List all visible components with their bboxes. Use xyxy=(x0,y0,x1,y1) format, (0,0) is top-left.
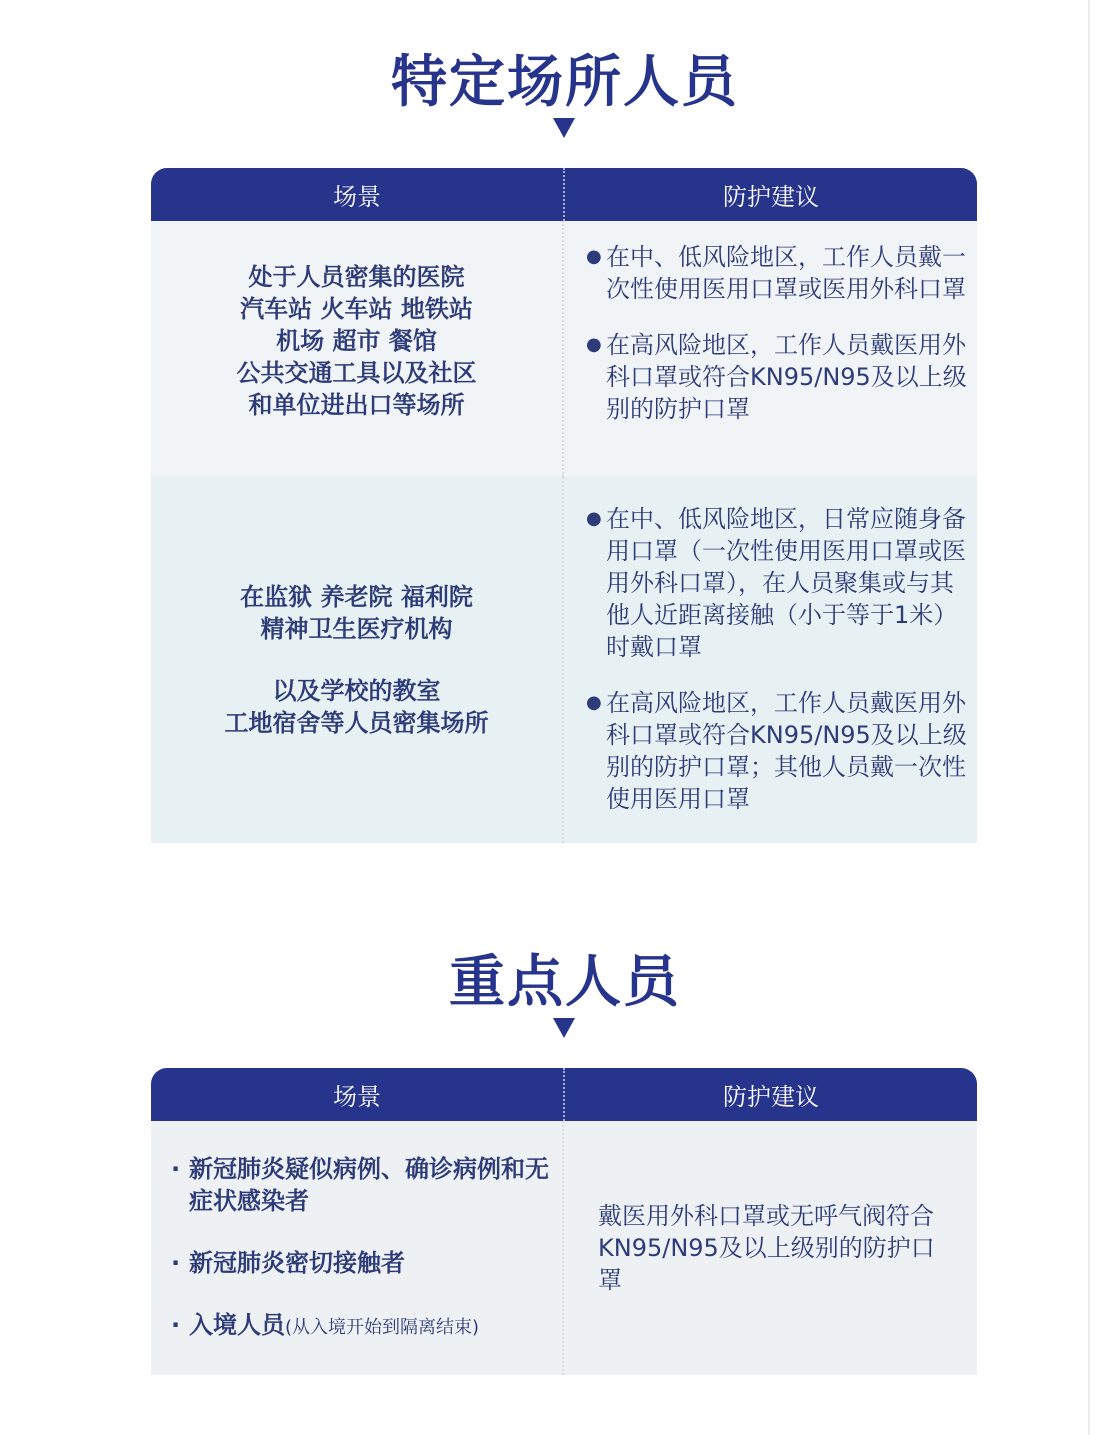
scene-line: 精神卫生医疗机构 xyxy=(260,615,453,643)
advice-text: 在高风险地区，工作人员戴医用外科口罩或符合KN95/N95及以上级别的防护口罩 xyxy=(606,331,967,423)
scene-line: 以及学校的教室 xyxy=(272,677,441,705)
table-row xyxy=(151,221,977,477)
table-row xyxy=(151,1121,977,1375)
scene-line: 处于人员密集的医院 xyxy=(248,263,465,291)
bullet-icon: ● xyxy=(586,334,602,355)
table-key-persons xyxy=(151,1068,977,1375)
bullet-icon: ● xyxy=(586,692,602,713)
scene-line: 在监狱 养老院 福利院 xyxy=(240,583,473,611)
header-scene: 场景 xyxy=(151,168,565,221)
advice-text: 在中、低风险地区，工作人员戴一次性使用医用口罩或医用外科口罩 xyxy=(606,243,966,303)
list-item xyxy=(171,1309,479,1344)
advice-cell xyxy=(564,221,977,477)
scene-cell xyxy=(151,1121,564,1375)
list-item-text: 入境人员 xyxy=(189,1310,285,1339)
table-header xyxy=(151,1068,977,1121)
bullet-icon: · xyxy=(171,1310,181,1339)
scene-line: 汽车站 火车站 地铁站 xyxy=(240,295,473,323)
advice-cell xyxy=(564,477,977,843)
scene-cell xyxy=(151,477,564,843)
scene-line: 公共交通工具以及社区 xyxy=(236,359,477,387)
advice-text: 戴医用外科口罩或无呼气阀符合KN95/N95及以上级别的防护口罩 xyxy=(598,1202,935,1294)
list-item-text: 新冠肺炎密切接触者 xyxy=(189,1248,405,1277)
table-header xyxy=(151,168,977,221)
header-advice: 防护建议 xyxy=(723,183,819,211)
advice-cell xyxy=(564,1121,977,1375)
scene-line: 和单位进出口等场所 xyxy=(248,391,465,419)
list-item-note: (从入境开始到隔离结束) xyxy=(285,1316,480,1338)
bullet-icon: ● xyxy=(586,246,602,267)
scene-line: 工地宿舍等人员密集场所 xyxy=(224,709,489,737)
section-title-key-persons: 重点人员 xyxy=(449,950,681,1015)
advice-item xyxy=(586,241,967,305)
bullet-icon: · xyxy=(171,1248,181,1277)
scene-line: 机场 超市 餐馆 xyxy=(276,327,437,355)
advice-item xyxy=(586,687,967,815)
table-specific-places xyxy=(151,168,977,843)
down-arrow-icon xyxy=(553,1018,575,1038)
down-arrow-icon xyxy=(553,118,575,138)
list-item xyxy=(171,1153,562,1217)
right-edge-rule xyxy=(1088,0,1090,1435)
list-item xyxy=(171,1247,405,1279)
advice-item xyxy=(586,329,967,425)
advice-text: 在高风险地区，工作人员戴医用外科口罩或符合KN95/N95及以上级别的防护口罩；其他人员戴一次性使用医用口罩 xyxy=(606,689,967,813)
advice-item xyxy=(586,503,967,663)
bullet-icon: · xyxy=(171,1154,181,1183)
scene-cell xyxy=(151,221,564,477)
advice-text: 在中、低风险地区，日常应随身备用口罩（一次性使用医用口罩或医用外科口罩），在人员聚集或与其他人近距离接触（小于等于1米）时戴口罩 xyxy=(606,505,966,661)
header-scene: 场景 xyxy=(151,1068,565,1121)
table-row xyxy=(151,477,977,843)
bullet-icon: ● xyxy=(586,508,602,529)
section-title-specific-places: 特定场所人员 xyxy=(391,50,739,115)
list-item-text: 新冠肺炎疑似病例、确诊病例和无症状感染者 xyxy=(189,1154,549,1215)
header-advice: 防护建议 xyxy=(723,1083,819,1111)
